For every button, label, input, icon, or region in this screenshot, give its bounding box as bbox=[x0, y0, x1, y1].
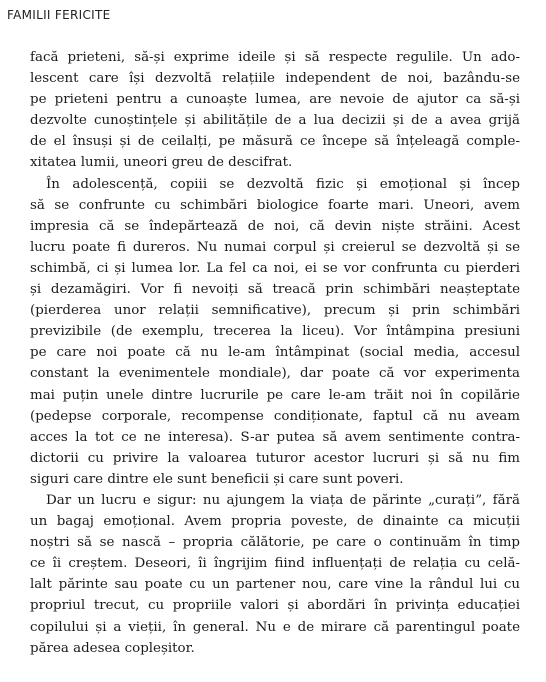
text-line: părea adesea copleșitor. bbox=[30, 640, 195, 656]
text-line: Dar un lucru e sigur: nu ajungem la viața de părinte „curați”, fără bbox=[46, 492, 520, 508]
text-line: să se confrunte cu schimbări biologice foarte mari. Uneori, avem bbox=[30, 197, 520, 213]
text-line: xitatea lumii, uneori greu de descifrat. bbox=[30, 155, 293, 171]
text-line: (pierderea unor relații semnificative), precum și prin schimbări bbox=[30, 303, 520, 319]
text-line: În adolescență, copiii se dezvoltă fizic și emoțional și încep bbox=[46, 176, 520, 192]
text-line: lucru poate fi dureros. Nu numai corpul și creierul se dezvoltă și se bbox=[30, 239, 520, 255]
text-line: dezvolte cunoștințele și abilitățile de a lua decizii și de a avea grijă bbox=[30, 113, 520, 129]
text-line: previzibile (de exemplu, trecerea la liceu). Vor întâmpina presiuni bbox=[30, 324, 520, 340]
running-head: FAMILII FERICITE bbox=[7, 8, 111, 22]
body-text bbox=[30, 47, 520, 659]
text-line: pe prieteni pentru a cunoaște lumea, are nevoie de ajutor ca să-și bbox=[30, 92, 520, 108]
text-line: și dezamăgiri. Vor fi nevoiți să treacă prin schimbări neașteptate bbox=[30, 282, 520, 298]
text-line: dictorii cu privire la valoarea tuturor acestor lucruri și să nu fim bbox=[30, 450, 520, 466]
text-line: impresia că se îndepărtează de noi, că devin niște străini. Acest bbox=[30, 218, 520, 234]
text-line: acces la tot ce ne interesa). S-ar putea să avem sentimente contra- bbox=[30, 429, 520, 445]
text-line: siguri care dintre ele sunt beneficii și care sunt poveri. bbox=[30, 471, 404, 487]
text-line: mai puțin unele dintre lucrurile pe care le-am trăit noi în copilărie bbox=[30, 387, 520, 403]
text-line: (pedepse corporale, recompense condiționate, faptul că nu aveam bbox=[30, 408, 520, 424]
text-line: facă prieteni, să-și exprime ideile și să respecte regulile. Un ado- bbox=[30, 50, 520, 65]
text-line: lalt părinte sau poate cu un partener nou, care vine la rândul lui cu bbox=[30, 577, 520, 593]
paragraph-1 bbox=[30, 47, 520, 174]
text-line: un bagaj emoțional. Avem propria poveste, de dinainte ca micuții bbox=[30, 514, 520, 530]
text-line: propriul trecut, cu propriile valori și abordări în privința educației bbox=[30, 598, 520, 614]
paragraph-3 bbox=[30, 490, 520, 659]
text-line: lescent care își dezvoltă relațiile independent de noi, bazându-se bbox=[30, 71, 520, 87]
text-line: constant la evenimentele mondiale), dar poate că vor experimenta bbox=[30, 366, 520, 382]
text-line: noștri să se nască – propria călătorie, pe care o continuăm în timp bbox=[30, 535, 520, 551]
paragraph-2 bbox=[30, 174, 520, 490]
text-line: copilului și a vieții, în general. Nu e de mirare că parentingul poate bbox=[30, 619, 520, 635]
text-line: pe care noi poate că nu le-am întâmpinat (social media, accesul bbox=[30, 345, 520, 361]
text-line: de el însuși și de ceilalți, pe măsură ce începe să înțeleagă comple- bbox=[30, 134, 520, 150]
text-line: schimbă, ci și lumea lor. La fel ca noi, ei se vor confrunta cu pierderi bbox=[30, 260, 520, 276]
text-line: ce îi creștem. Deseori, îi îngrijim fiind influențați de relația cu celă- bbox=[30, 556, 520, 572]
